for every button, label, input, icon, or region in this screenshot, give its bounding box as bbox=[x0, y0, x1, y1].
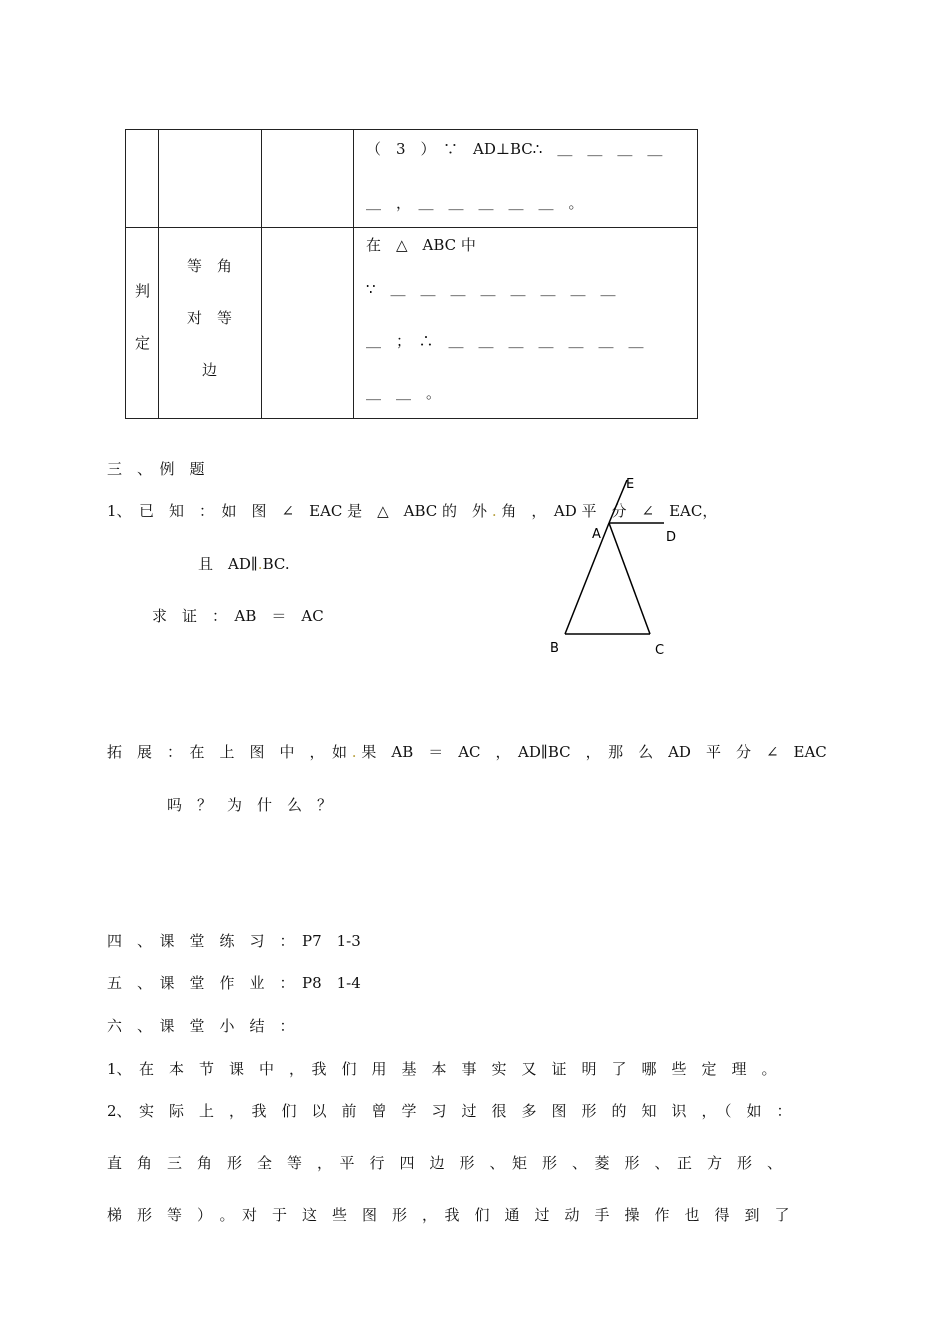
table-cell-figure bbox=[262, 130, 354, 228]
row-head-char: 定 bbox=[135, 334, 151, 352]
label-c: C bbox=[655, 643, 665, 658]
table-cell-property bbox=[159, 130, 262, 228]
table-cell-property bbox=[159, 228, 262, 419]
section-homework: 五 、 课 堂 作 业 ： P8 1-4 bbox=[107, 974, 361, 992]
table-text: ＿ ； ∴ ＿ ＿ ＿ ＿ ＿ ＿ ＿ bbox=[366, 332, 644, 350]
ray-ae bbox=[609, 480, 627, 523]
table-text: （ 3 ） ∵ AD⊥BC∴ ＿ ＿ ＿ ＿ bbox=[366, 140, 663, 158]
property-text: 对 等 bbox=[187, 309, 233, 327]
property-text: 等 角 bbox=[187, 257, 233, 275]
label-e: E bbox=[626, 477, 635, 492]
property-text: 边 bbox=[202, 361, 218, 379]
given-prefix: 且 AD∥ bbox=[198, 555, 258, 573]
prove-text: 求 证 ： AB ＝ AC bbox=[152, 607, 324, 625]
summary-item-2-cont: 梯 形 等 ） 。 对 于 这 些 图 形 ， 我 们 通 过 动 手 操 作 也 得 到 了 bbox=[107, 1206, 790, 1224]
side-ac bbox=[609, 523, 650, 634]
extension-question: 吗 ？ 为 什 么 ？ bbox=[167, 796, 333, 814]
dot-mark: . bbox=[491, 502, 497, 520]
table-text: ∵ ＿ ＿ ＿ ＿ ＿ ＿ ＿ ＿ bbox=[366, 280, 616, 298]
problem-prefix: 1、 已 知 ： 如 图 ∠ EAC 是 △ ABC 的 外 bbox=[107, 502, 488, 520]
label-b: B bbox=[550, 641, 559, 656]
table-cell-figure bbox=[262, 228, 354, 419]
given-text bbox=[198, 553, 290, 574]
table-row bbox=[126, 130, 698, 228]
dot-mark: . bbox=[257, 555, 263, 573]
table-cell-content bbox=[354, 130, 698, 228]
section-summary-title: 六 、 课 堂 小 结 ： bbox=[107, 1017, 295, 1035]
table-cell-head bbox=[126, 130, 159, 228]
table-row bbox=[126, 228, 698, 419]
dot-mark: . bbox=[351, 743, 357, 761]
extension-suffix: 果 AB ＝ AC ， AD∥BC ， 那 么 AD 平 分 ∠ EAC bbox=[361, 743, 827, 761]
summary-item-1: 1、 在 本 节 课 中 ， 我 们 用 基 本 事 实 又 证 明 了 哪 些 定 理 。 bbox=[107, 1060, 777, 1078]
given-suffix: BC. bbox=[262, 555, 290, 573]
table-cell-head bbox=[126, 228, 159, 419]
problem-suffix: 角 ， AD 平 分 ∠ EAC， bbox=[501, 502, 718, 520]
extension-text bbox=[107, 741, 827, 762]
section-title: 三 、 例 题 bbox=[107, 460, 205, 478]
summary-item-2-cont: 直 角 三 角 形 全 等 ， 平 行 四 边 形 、 矩 形 、 菱 形 、 正 方 形 、 bbox=[107, 1154, 783, 1172]
table-text: ＿ ＿ 。 bbox=[366, 384, 442, 402]
table-text: ＿ ， ＿ ＿ ＿ ＿ ＿ 。 bbox=[366, 194, 584, 212]
table-cell-content bbox=[354, 228, 698, 419]
summary-item-2: 2、 实 际 上 ， 我 们 以 前 曾 学 习 过 很 多 图 形 的 知 识 ， （ 如 ： bbox=[107, 1102, 792, 1120]
section-practice: 四 、 课 堂 练 习 ： P7 1-3 bbox=[107, 932, 361, 950]
extension-prefix: 拓 展 ： 在 上 图 中 ， 如 bbox=[107, 743, 348, 761]
table-text: 在 △ ABC 中 bbox=[366, 236, 476, 254]
triangle-figure bbox=[530, 470, 710, 665]
side-ab bbox=[565, 523, 609, 634]
label-a: A bbox=[592, 527, 601, 542]
label-d: D bbox=[666, 530, 677, 545]
property-table bbox=[125, 129, 698, 419]
row-head-char: 判 bbox=[135, 282, 151, 300]
